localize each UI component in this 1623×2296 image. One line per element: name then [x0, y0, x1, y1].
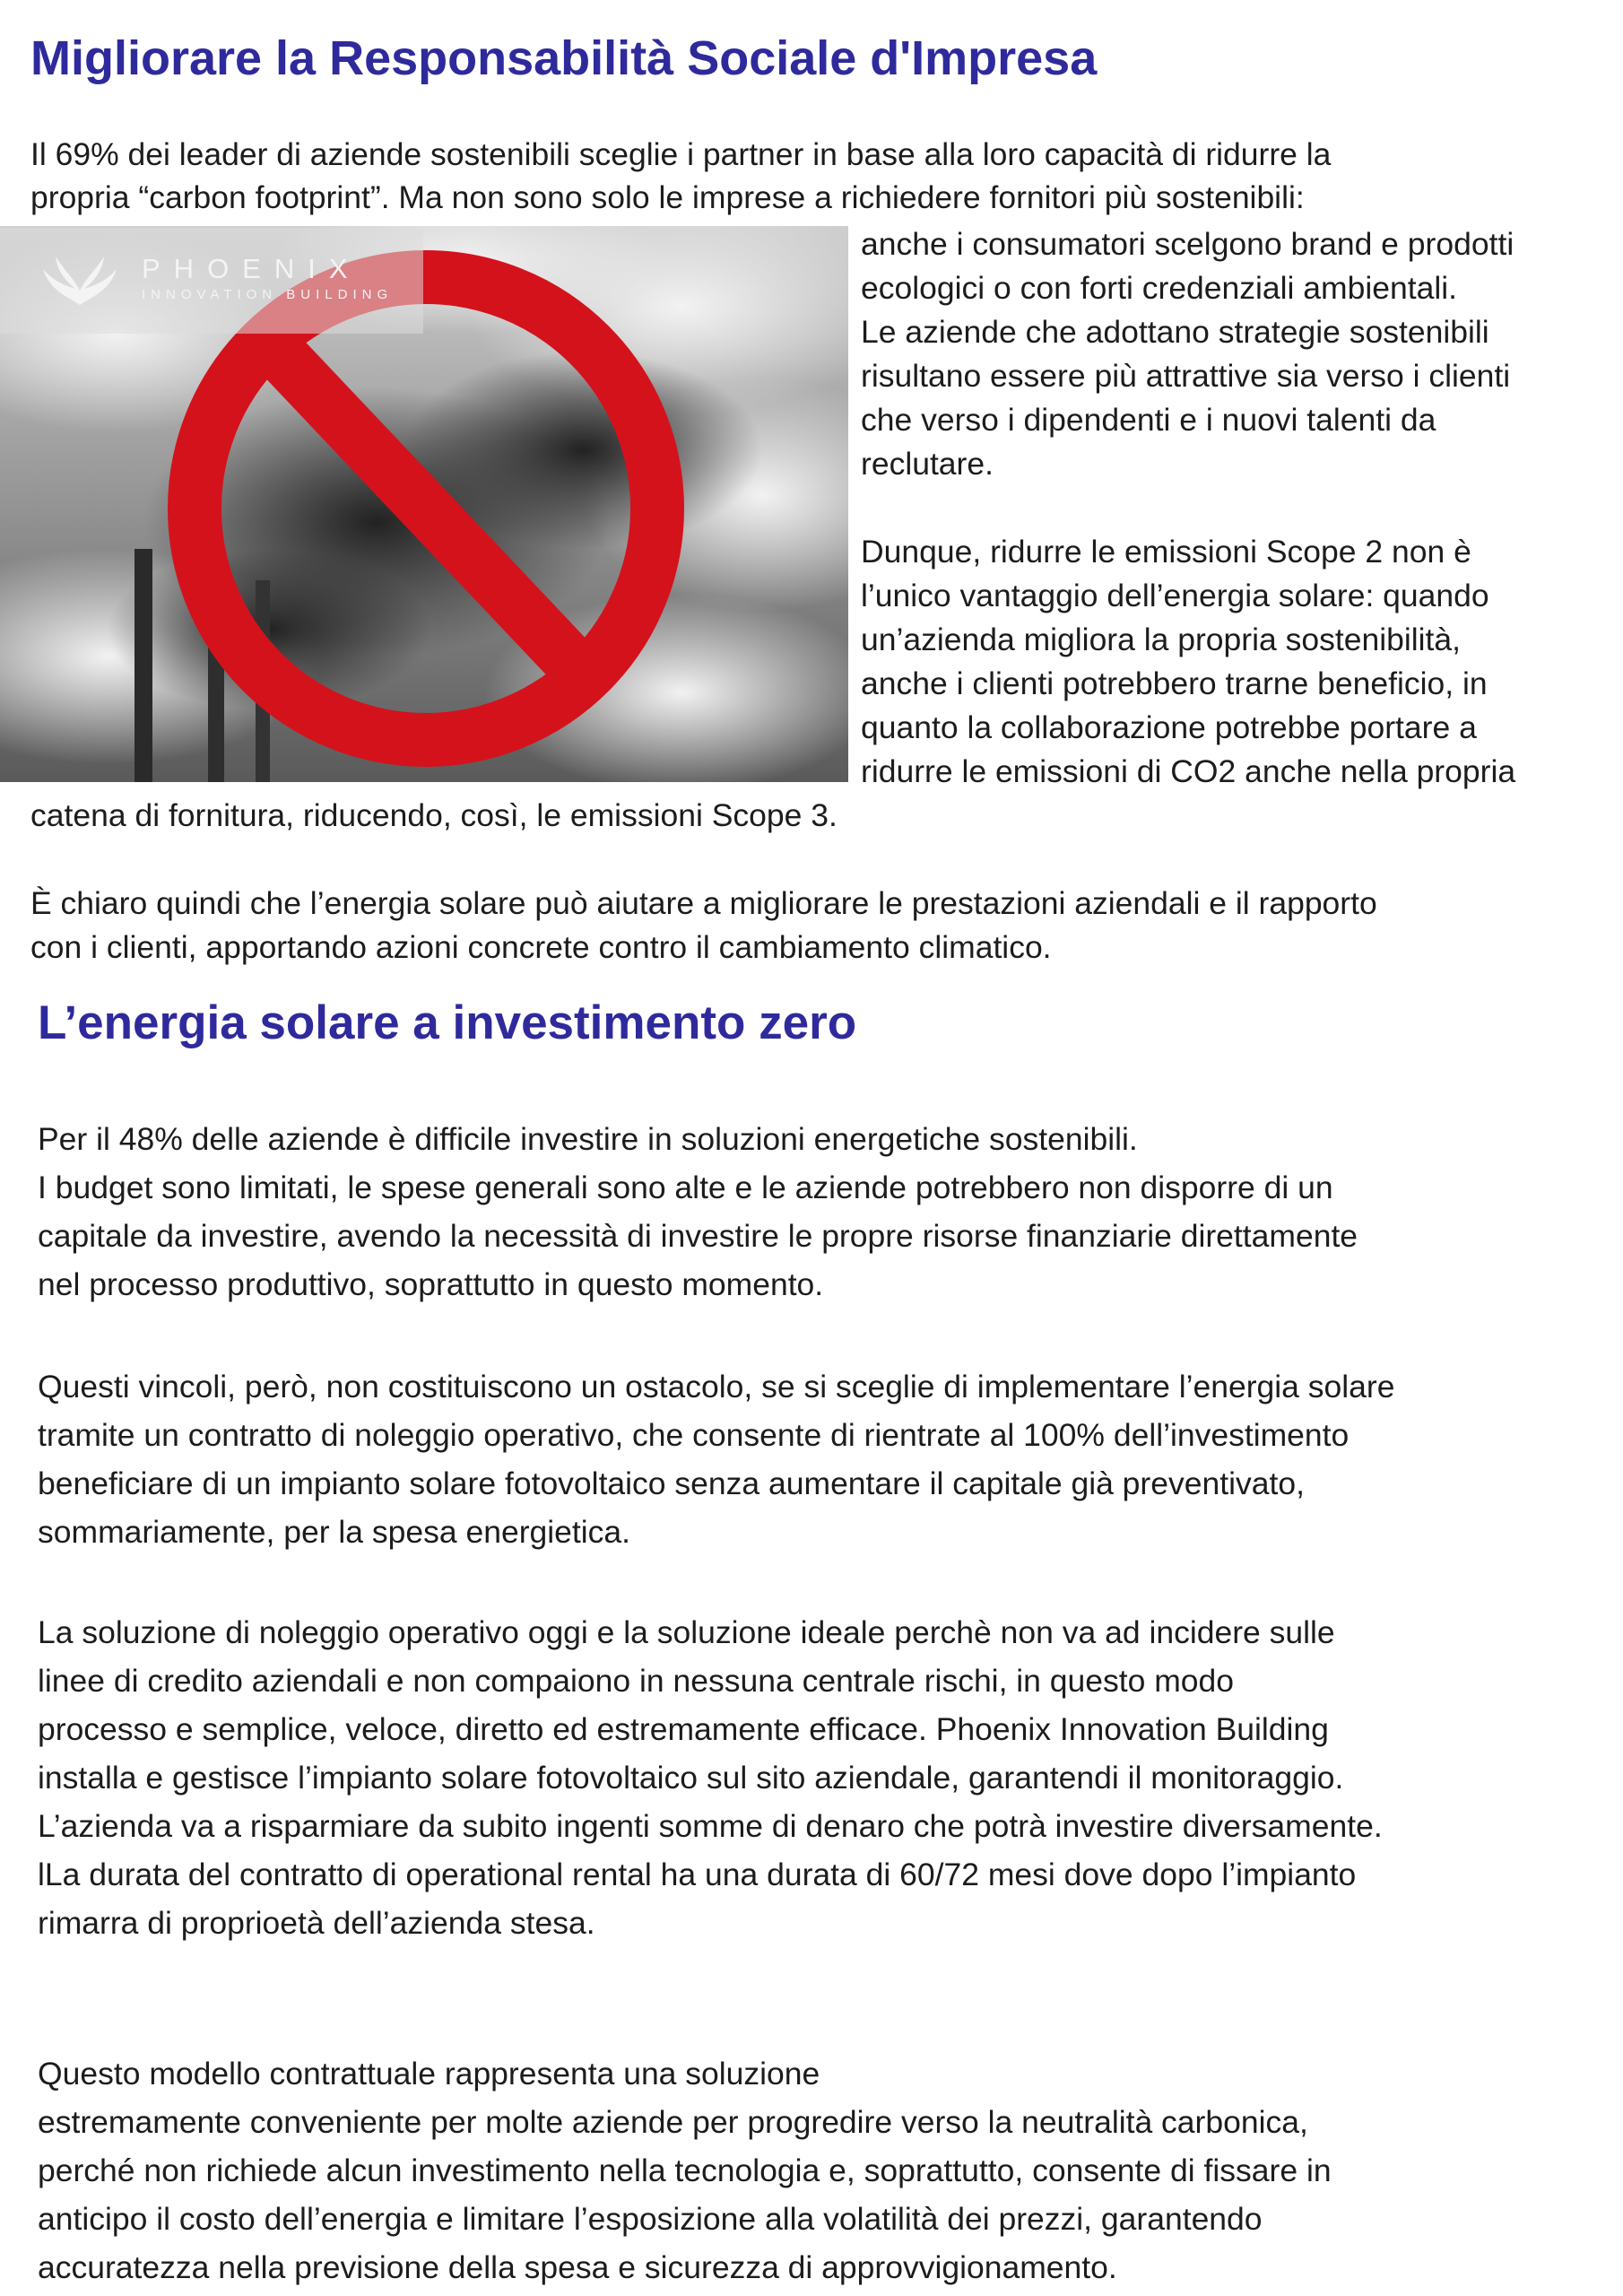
paragraph-line: linee di credito aziendali e non compaiono in nessuna centrale rischi, in questo modo [38, 1663, 1235, 1699]
paragraph-line: nel processo produttivo, soprattutto in questo momento. [38, 1266, 824, 1302]
paragraph-line: Il 69% dei leader di aziende sostenibili sceglie i partner in base alla loro capacità di ridurre la [30, 136, 1332, 172]
paragraph-line: l’unico vantaggio dell’energia solare: quando [861, 578, 1489, 613]
paragraph-line: Le aziende che adottano strategie sostenibili [861, 314, 1489, 350]
paragraph-line: ridurre le emissioni di CO2 anche nella propria [861, 753, 1516, 789]
logo-subtitle: INNOVATION BUILDING [142, 287, 394, 302]
paragraph-line: estremamente conveniente per molte aziende per progredire verso la neutralità carbonica, [38, 2104, 1308, 2140]
paragraph-line: Dunque, ridurre le emissioni Scope 2 non è [861, 534, 1471, 570]
paragraph-line: rimarra di proprioetà dell’azienda stesa. [38, 1905, 595, 1941]
paragraph-line: lLa durata del contratto di operational rental ha una durata di 60/72 mesi dove dopo l’impianto [38, 1857, 1357, 1892]
phoenix-logo-icon [39, 251, 120, 310]
paragraph-line: I budget sono limitati, le spese generali sono alte e le aziende potrebbero non disporre di un [38, 1170, 1333, 1205]
paragraph-line: installa e gestisce l’impianto solare fotovoltaico sul sito aziendale, garantendi il monitoraggio. [38, 1760, 1344, 1796]
paragraph-line: risultano essere più attrattive sia verso i clienti [861, 358, 1511, 394]
paragraph-line: perché non richiede alcun investimento nella tecnologia e, soprattutto, consente di fissare in [38, 2152, 1332, 2188]
paragraph-line: reclutare. [861, 446, 994, 482]
paragraph-line: con i clienti, apportando azioni concrete contro il cambiamento climatico. [30, 929, 1052, 965]
paragraph-line: ecologici o con forti credenziali ambientali. [861, 270, 1457, 306]
paragraph-line: catena di fornitura, riducendo, così, le emissioni Scope 3. [30, 797, 838, 833]
logo-name: PHOENIX [142, 253, 361, 284]
paragraph-line: tramite un contratto di noleggio operativo, che consente di rientrate al 100% dell’investimento [38, 1417, 1350, 1453]
paragraph-line: capitale da investire, avendo la necessità di investire le propre risorse finanziarie direttamente [38, 1218, 1358, 1254]
paragraph-line: La soluzione di noleggio operativo oggi e la soluzione ideale perchè non va ad incidere sulle [38, 1614, 1335, 1650]
paragraph-line: un’azienda migliora la propria sostenibilità, [861, 622, 1461, 657]
paragraph-line: processo e semplice, veloce, diretto ed estremamente efficace. Phoenix Innovation Building [38, 1711, 1329, 1747]
paragraph-line: beneficiare di un impianto solare fotovoltaico senza aumentare il capitale già preventivato, [38, 1465, 1305, 1501]
section-title-csr: Migliorare la Responsabilità Sociale d'Impresa [30, 31, 1098, 85]
paragraph-line: Questi vincoli, però, non costituiscono un ostacolo, se si sceglie di implementare l’energia solare [38, 1369, 1395, 1405]
section-title-solar: L’energia solare a investimento zero [38, 996, 857, 1049]
paragraph-line: anticipo il costo dell’energia e limitare l’esposizione alla volatilità dei prezzi, garantendo [38, 2201, 1263, 2237]
paragraph-line: anche i consumatori scelgono brand e prodotti [861, 226, 1515, 262]
paragraph-line: quanto la collaborazione potrebbe portare a [861, 709, 1477, 745]
paragraph-line: Questo modello contrattuale rappresenta una soluzione [38, 2056, 820, 2092]
paragraph-line: sommariamente, per la spesa energietica. [38, 1514, 631, 1550]
paragraph-line: propria “carbon footprint”. Ma non sono solo le imprese a richiedere fornitori più sostenibili: [30, 179, 1305, 215]
paragraph-line: Per il 48% delle aziende è difficile investire in soluzioni energetiche sostenibili. [38, 1121, 1138, 1157]
paragraph-line: L’azienda va a risparmiare da subito ingenti somme di denaro che potrà investire diversamente. [38, 1808, 1383, 1844]
paragraph-line: anche i clienti potrebbero trarne beneficio, in [861, 665, 1488, 701]
paragraph-line: È chiaro quindi che l’energia solare può aiutare a migliorare le prestazioni aziendali e il rapporto [30, 885, 1377, 921]
paragraph-line: accuratezza nella previsione della spesa e sicurezza di approvvigionamento. [38, 2249, 1117, 2285]
paragraph-line: che verso i dipendenti e i nuovi talenti da [861, 402, 1436, 438]
